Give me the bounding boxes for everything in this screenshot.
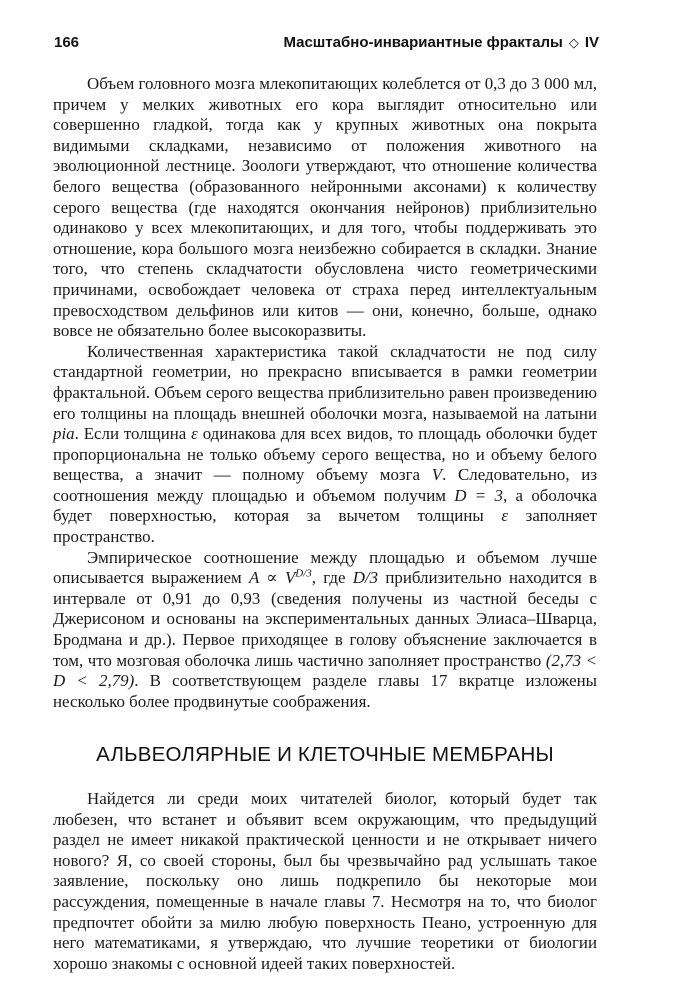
section-heading: АЛЬВЕОЛЯРНЫЕ И КЛЕТОЧНЫЕ МЕМБРАНЫ <box>96 743 554 767</box>
page-number: 166 <box>54 34 80 51</box>
text-run: одинакова для всех видов, то площадь оболочки будет пропорциональна не только объему серого вещества, но и объему белого вещества, а значит — полному объему мозга <box>53 424 597 485</box>
symbol-volume: V <box>431 465 443 485</box>
symbol-epsilon: ε <box>501 506 509 526</box>
text-run: Количественная характеристика такой складчатости не под силу стандартной геометрии, но прекрасно вписывается в рамки геометрии фрактальной. Объем серого вещества приблизительно равен произведению его толщины на площадь внешней оболочки мозга, называемой на латыни <box>53 341 597 423</box>
text-run: приблизительно находится в интервале от 0,91 до 0,93 (сведения получены из частной беседы с Джерисоном и основаны на экспериментальных данных Элиаса–Шварца, Бродмана и др.). Первое приходящее в голову объяснение заключается в том, что мозговая оболочка лишь частично заполняет пространство <box>53 568 597 670</box>
paragraph-empirical <box>53 548 597 713</box>
body-text <box>53 74 597 974</box>
symbol-d-over-3: D/3 <box>352 568 379 588</box>
diamond-separator-icon: ◇ <box>568 35 579 50</box>
chapter-header <box>283 34 599 51</box>
text-run: . Следовательно, из соотношения между площадью и объемом получим <box>53 465 597 505</box>
formula-dimension-range: (2,73 < D < 2,79) <box>53 650 597 691</box>
formula-base: A ∝ V <box>248 568 296 588</box>
term-pia: pia <box>53 424 75 444</box>
formula-exponent: D/3 <box>295 567 312 580</box>
chapter-number: IV <box>584 34 599 51</box>
text-run: Эмпирическое соотношение между площадью и объемом лучше описывается выражением <box>53 547 597 588</box>
paragraph-quantitative <box>53 342 597 548</box>
text-run: , где <box>311 568 353 588</box>
chapter-title: Масштабно-инвариантные фракталы <box>283 34 563 51</box>
text-run: . Если толщина <box>74 424 192 444</box>
paragraph-biologist: Найдется ли среди моих читателей биолог, который будет так любезен, что встанет и объявит всем окружающим, что предыдущий раздел не имеет никакой практической ценности и не открывает ничего нового? Я, со своей стороны, был бы чрезвычайно рад услышать такое заявление, поскольку оно лишь подкрепило бы некоторые мои рассуждения, помещенные в начале главы 7. Несмотря на то, что биолог предпочтет обойти за милю любую поверхность Пеано, устроенную для него математиками, я утверждаю, что лучшие теоретики от биологии хорошо знакомы с основной идеей таких поверхностей. <box>53 789 597 973</box>
text-run: . В соответствующем разделе главы 17 вкратце изложены несколько более продвинутые соображения. <box>53 671 597 711</box>
text-run: , а оболочка будет поверхностью, которая за вычетом толщины <box>53 485 597 526</box>
running-header <box>54 34 599 51</box>
symbol-epsilon: ε <box>191 424 198 444</box>
text-run: заполняет пространство. <box>53 506 597 547</box>
formula-area-volume <box>249 568 312 587</box>
equation-d-equals-3: D = 3 <box>454 485 503 505</box>
paragraph-brain-volume: Объем головного мозга млекопитающих колеблется от 0,3 до 3 000 мл, причем у мелких животных его кора выглядит относительно или совершенно гладкой, тогда как у крупных животных она покрыта видимыми складками, независимо от положения животного на эволюционной лестнице. Зоологи утверждают, что отношение количества белого вещества (образованного нейронными аксонами) к количеству серого вещества (где находятся окончания нейронов) приблизительно одинаково у всех млекопитающих, и для того, чтобы поддерживать это отношение, кора большого мозга неизбежно собирается в складки. Знание того, что степень складчатости обусловлена чисто геометрическими причинами, освобождает человека от страха перед интеллектуальным превосходством дельфинов или китов — они, конечно, больше, однако вовсе не обязательно более высокоразвиты. <box>53 74 597 341</box>
